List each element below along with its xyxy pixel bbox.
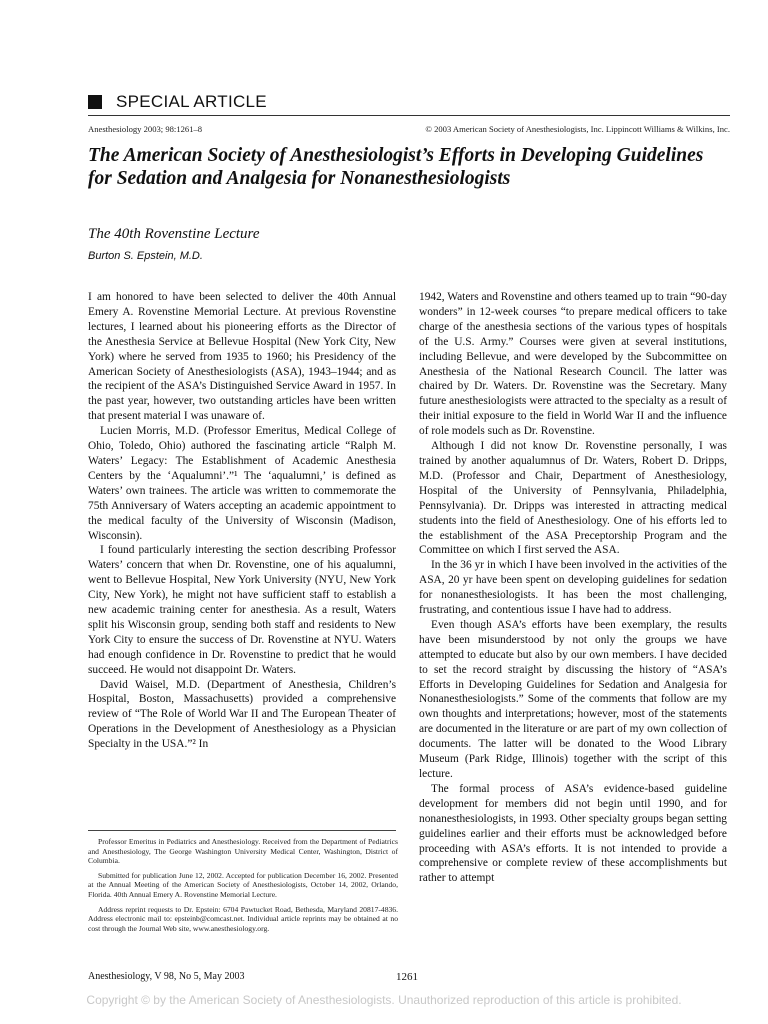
footnotes <box>88 837 398 938</box>
author-name: Burton S. Epstein, M.D. <box>88 250 203 262</box>
body-column-left <box>88 290 396 752</box>
footnote-reprints: Address reprint requests to Dr. Epstein: 6704 Pawtucket Road, Bethesda, Maryland 20817-4836. Address electronic mail to: epsteinb@comcast.net. Individual article reprints may be obtained at no cost through the Journal Web site, www.anesthesiology.org. <box>88 904 398 933</box>
footnote-rule <box>88 830 396 831</box>
header-rule <box>88 115 730 116</box>
paragraph: Lucien Morris, M.D. (Professor Emeritus, Medical College of Ohio, Toledo, Ohio) authored the fascinating article “Ralph M. Waters’ Legacy: The Establishment of Academic Anesthesia Centers by the ‘Aqualumni’.”¹ The ‘aqualumni,’ is defined as Waters’ own trainees. The article was written to commemorate the 75th Anniversary of Waters accepting an academic appointment to the medical faculty of the University of Wisconsin (Madison, Wisconsin). <box>88 425 396 542</box>
article-subtitle: The 40th Rovenstine Lecture <box>88 226 260 242</box>
paragraph: 1942, Waters and Rovenstine and others teamed up to train “90-day wonders” in 12-week courses “to prepare medical officers to take charge of the anesthesia sections of the various types of hospitals of the U.S. Army.” Courses were given at several institutions, including Bellevue, and were developed by the Subcommittee on Anesthesia of the National Research Council. The latter was chaired by Dr. Waters. Dr. Rovenstine was the Secretary. Many future anesthesiologists were attracted to the specialty as a result of their initial exposure to the field in World War II and the influence of role models such as Dr. Rovenstine. <box>419 291 727 438</box>
footnote-submission: Submitted for publication June 12, 2002. Accepted for publication December 16, 2002. Presented at the Annual Meeting of the American Society of Anesthesiologists, October 14, 2002, Orlando, Florida. 40th Annual Emery A. Rovenstine Memorial Lecture. <box>88 870 398 899</box>
paragraph: I found particularly interesting the section describing Professor Waters’ concern that when Dr. Rovenstine, one of his aqualumni, went to Bellevue Hospital, New York University (NYU, New York City, New York), he might not have sufficient staff to establish a new academic training center for anesthesia. As a result, Waters split his Wisconsin group, sending both staff and residents to New York City to ensure the success of Dr. Rovenstine at NYU. Waters had enough confidence in Dr. Rovenstine to predict that he would succeed. He would not disappoint Dr. Waters. <box>88 544 396 676</box>
copyright-line: © 2003 American Society of Anesthesiologists, Inc. Lippincott Williams & Wilkins, Inc. <box>425 124 730 134</box>
paragraph: David Waisel, M.D. (Department of Anesthesia, Children’s Hospital, Boston, Massachusetts) provided a comprehensive review of “The Role of World War II and The European Theater of Operations in the Development of Anesthesiology as a Physician Specialty in the USA.”² In <box>88 678 396 751</box>
page-number: 1261 <box>396 971 418 983</box>
paragraph: Even though ASA’s efforts have been exemplary, the results have been misunderstood by not only the groups we have attempted to educate but also by our own members. I have decided to set the record straight by discussing the history of “ASA’s Efforts in Developing Guidelines for Sedation and Analgesia for Nonanesthesiologists.” Some of the comments that follow are my own thoughts and interpretations; however, most of the statements are documented in the literature or are part of my own collection of documents. The latter will be donated to the Wood Library Museum (Park Ridge, Illinois) together with the script of this lecture. <box>419 618 727 780</box>
section-marker-icon <box>88 95 102 109</box>
paragraph: The formal process of ASA’s evidence-based guideline development for members did not begin until 1990, and for nonanesthesiologists, in 1993. Other specialty groups began setting guidelines earlier and their efforts must be acknowledged before proceeding with ASA’s efforts. It is not intended to provide a comprehensive or complete review of these accomplishments but rather to attempt <box>419 782 727 885</box>
paragraph: Although I did not know Dr. Rovenstine personally, I was trained by another aqualumnus of Dr. Waters, Robert D. Dripps, M.D. (Professor and Chair, Department of Anesthesiology, Hospital of the University of Pennsylvania, Philadelphia, Pennsylvania). Dr. Dripps was interested in attracting medical students into the field of Anesthesiology. One of his efforts led to the establishment of the ASA Preceptorship Program and the Committee on which I first served the ASA. <box>419 440 727 557</box>
citation: Anesthesiology 2003; 98:1261–8 <box>88 124 203 134</box>
section-label: SPECIAL ARTICLE <box>116 92 267 111</box>
article-title: The American Society of Anesthesiologist’s Efforts in Developing Guidelines for Sedation and Analgesia for Nonanesthesiologists <box>88 145 704 189</box>
paragraph: In the 36 yr in which I have been involved in the activities of the ASA, 20 yr have been spent on developing guidelines for sedation for nonanesthesiologists. It has been the most challenging, frustrating, and contentious issue I have had to address. <box>419 559 727 617</box>
footnote-affiliation: Professor Emeritus in Pediatrics and Anesthesiology. Received from the Department of Pediatrics and Anesthesiology, The George Washington University Medical Center, Washington, District of Columbia. <box>88 837 398 866</box>
copyright-watermark: Copyright © by the American Society of Anesthesiologists. Unauthorized reproduction of this article is prohibited. <box>86 993 682 1007</box>
paragraph: I am honored to have been selected to deliver the 40th Annual Emery A. Rovenstine Memorial Lecture. At previous Rovenstine lectures, I learned about his pioneering efforts as the Director of the Anesthesia Service at Bellevue Hospital (New York City, New York) where he served from 1935 to 1960; his Presidency of the American Society of Anesthesiologists (ASA), 1943–1944; and as the recipient of the ASA’s Distinguished Service Award in 1957. In the past year, however, two outstanding articles have been written that present material I was unaware of. <box>88 291 396 423</box>
journal-footer: Anesthesiology, V 98, No 5, May 2003 <box>88 971 245 982</box>
body-column-right <box>419 290 727 886</box>
